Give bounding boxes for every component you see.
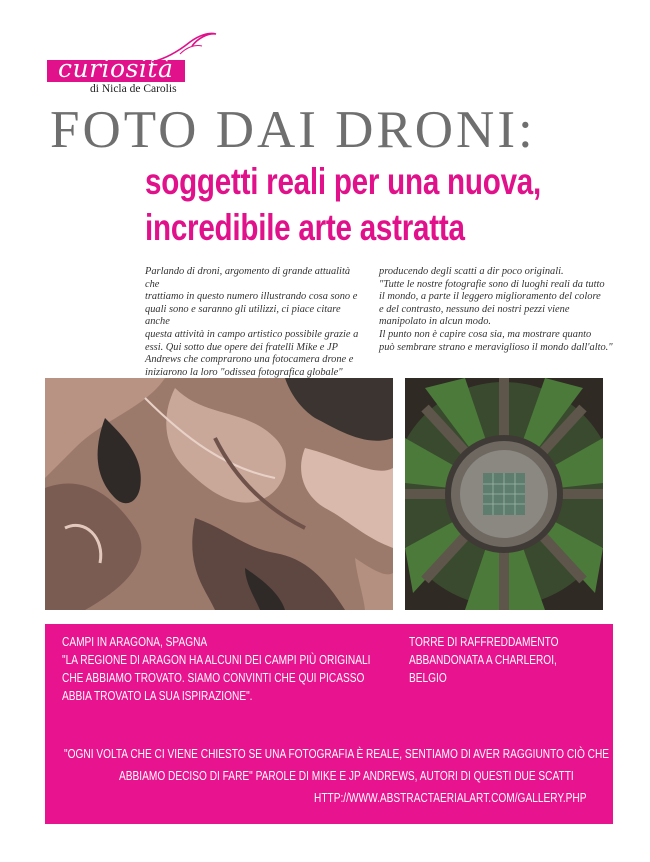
subtitle-line-1: soggetti reali per una nuova, — [145, 161, 542, 202]
caption-right-line: ABBANDONATA A CHARLEROI, — [409, 652, 557, 667]
body-line: il mondo, a parte il leggero miglioramento del colore — [379, 291, 601, 303]
body-line: manipolato in alcun modo. — [379, 316, 491, 328]
body-left-column — [145, 266, 367, 379]
body-line: "Tutte le nostre fotografie sono di luoghi reali da tutto — [379, 278, 605, 290]
headline: FOTO DAI DRONI: — [50, 101, 536, 159]
body-line: essi. Qui sotto due opere dei fratelli Mike e JP — [145, 341, 338, 353]
source-url[interactable]: HTTP://WWW.ABSTRACTAERIALART.COM/GALLERY.PHP — [314, 790, 587, 805]
caption-left-line: ABBIA TROVATO LA SUA ISPIRAZIONE". — [62, 688, 253, 703]
body-line: iniziarono la loro "odissea fotografica globale" — [145, 366, 343, 378]
body-line: producendo degli scatti a dir poco originali. — [379, 266, 564, 277]
caption-left-line: CAMPI IN ARAGONA, SPAGNA — [62, 634, 208, 649]
aerial-fields-photo — [45, 378, 393, 610]
section-tag: curiosità — [58, 54, 174, 83]
caption-left-line: "LA REGIONE DI ARAGON HA ALCUNI DEI CAMPI PIÙ ORIGINALI — [62, 652, 371, 667]
body-line: Parlando di droni, argomento di grande attualità che — [145, 266, 351, 290]
body-line: quali sono e saranno gli utilizzi, ci piace citare anche — [145, 303, 341, 328]
body-line: questa attività in campo artistico possibile grazie a — [145, 328, 359, 340]
body-line: può sembrare strano e meraviglioso il mondo dall'alto." — [379, 341, 613, 353]
subtitle-line-2: incredibile arte astratta — [145, 207, 465, 248]
body-right-column — [379, 266, 614, 354]
body-line: Andrews che comprarono una fotocamera drone e — [145, 354, 354, 366]
body-line: Il punto non è capire cosa sia, ma mostrare quanto — [379, 328, 592, 340]
byline: di Nicla de Carolis — [90, 83, 177, 95]
caption-left-line: CHE ABBIAMO TROVATO. SIAMO CONVINTI CHE QUI PICASSO — [62, 670, 365, 685]
caption-right-line: BELGIO — [409, 670, 447, 685]
quote-line: ABBIAMO DECISO DI FARE" PAROLE DI MIKE E JP ANDREWS, AUTORI DI QUESTI DUE SCATTI — [119, 768, 574, 783]
body-line: trattiamo in questo numero illustrando cosa sono e — [145, 291, 358, 303]
cooling-tower-photo — [405, 378, 603, 610]
quote-line: "OGNI VOLTA CHE CI VIENE CHIESTO SE UNA FOTOGRAFIA È REALE, SENTIAMO DI AVER RAGGIUNTO CIÒ CHE — [64, 746, 610, 761]
body-line: e del contrasto, nessuno dei nostri pezzi viene — [379, 303, 570, 315]
caption-right-line: TORRE DI RAFFREDDAMENTO — [409, 634, 559, 649]
swoosh-decoration-icon — [150, 28, 220, 68]
